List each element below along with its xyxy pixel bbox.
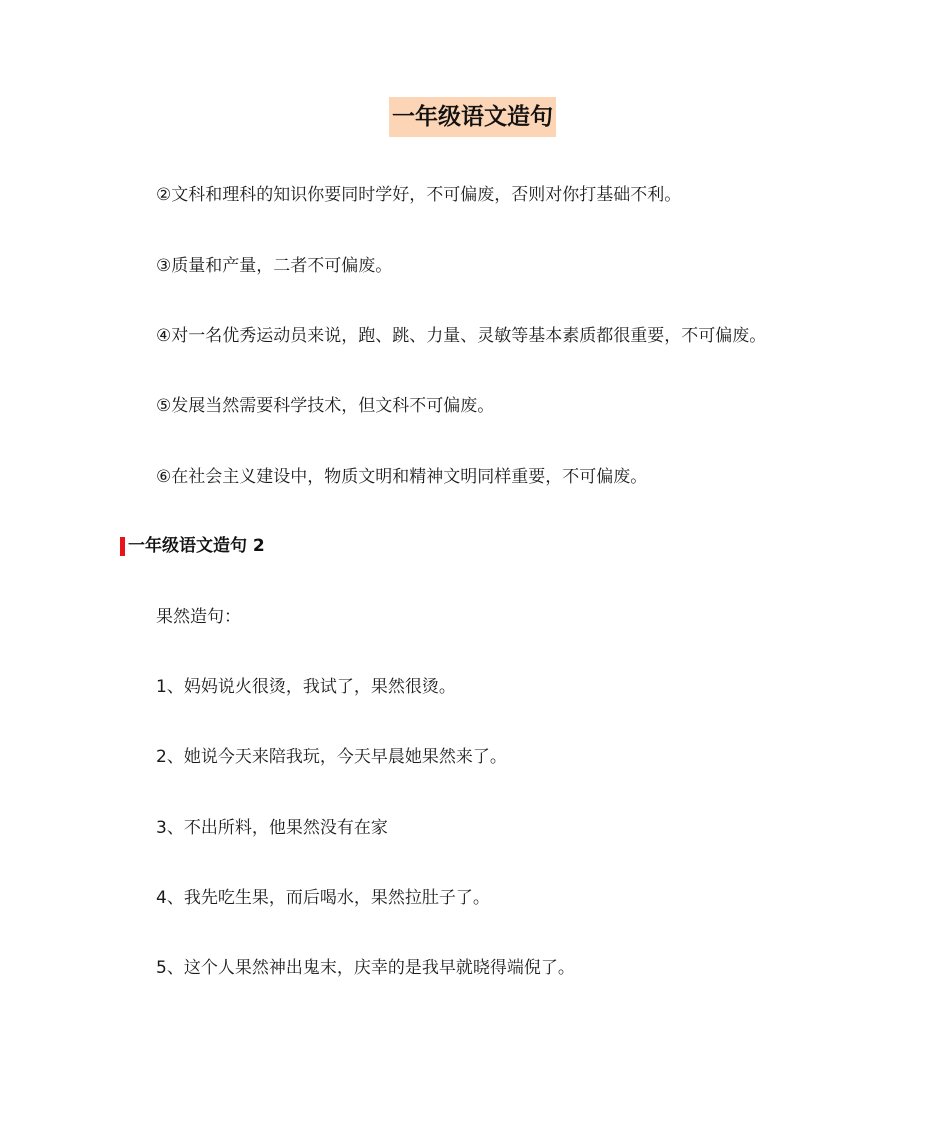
section-heading [120,534,265,558]
sentence-5: ⑤发展当然需要科学技术，但文科不可偏废。 [156,396,495,416]
example-sentence-1: 1、妈妈说火很烫，我试了，果然很烫。 [156,677,456,697]
heading-marker-bar [120,537,125,556]
title-container [0,97,945,137]
section-heading-text: 一年级语文造句 2 [128,536,265,556]
sentence-2: ②文科和理科的知识你要同时学好，不可偏废，否则对你打基础不利。 [156,185,682,205]
example-sentence-4: 4、我先吃生果，而后喝水，果然拉肚子了。 [156,888,490,908]
sentence-4: ④对一名优秀运动员来说，跑、跳、力量、灵敏等基本素质都很重要，不可偏废。 [156,326,767,346]
page-title: 一年级语文造句 [389,97,556,137]
example-sentence-2: 2、她说今天来陪我玩，今天早晨她果然来了。 [156,747,507,767]
sentence-3: ③质量和产量，二者不可偏废。 [156,256,393,276]
example-sentence-3: 3、不出所料，他果然没有在家 [156,818,388,838]
sentence-6: ⑥在社会主义建设中，物质文明和精神文明同样重要，不可偏废。 [156,467,648,487]
example-sentence-5: 5、这个人果然神出鬼末，庆幸的是我早就晓得端倪了。 [156,958,575,978]
section-intro: 果然造句： [156,607,241,627]
